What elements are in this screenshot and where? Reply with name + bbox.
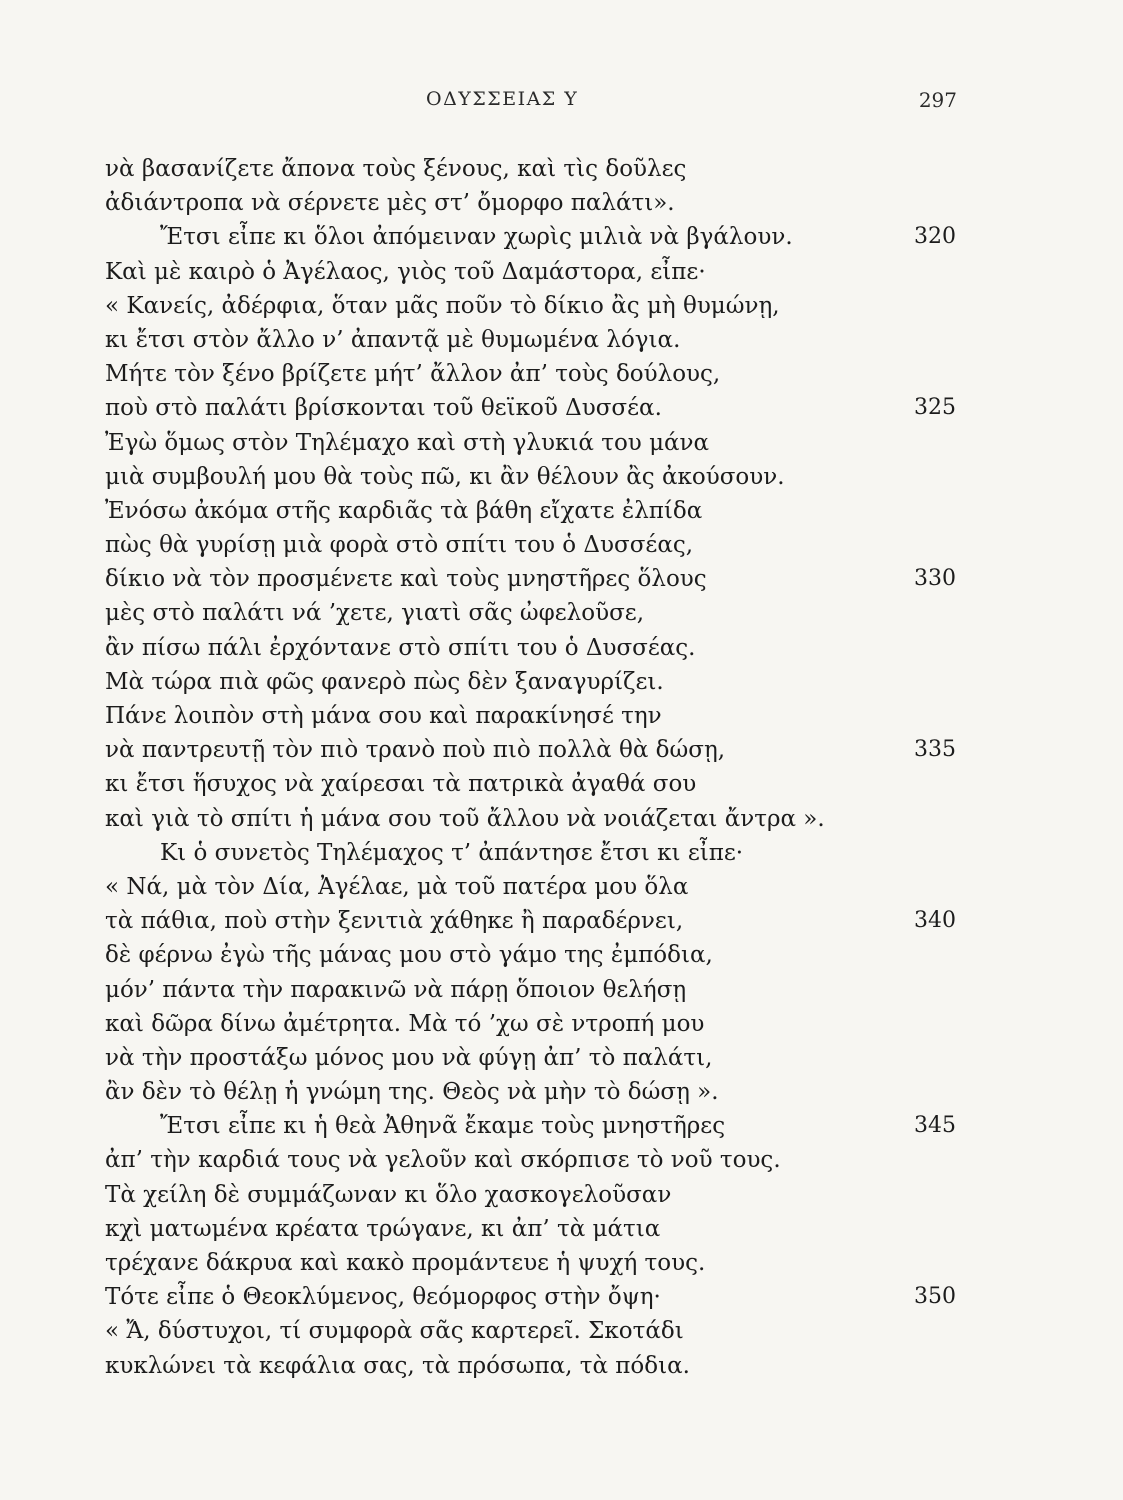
verse-text: ποὺ στὸ παλάτι βρίσκονται τοῦ θεϊκοῦ Δυσσέα.	[105, 395, 662, 422]
verse-text: Μὰ τώρα πιὰ φῶς φανερὸ πὼς δὲν ξαναγυρίζει.	[105, 668, 664, 695]
verse-text: ἂν πίσω πάλι ἐρχόντανε στὸ σπίτι του ὁ Δυσσέας.	[105, 634, 696, 661]
verse-text: ἂν δὲν τὸ θέλῃ ἡ γνώμη της. Θεὸς νὰ μὴν τὸ δώσῃ ».	[105, 1079, 719, 1106]
verse-line	[0, 494, 1123, 528]
verse-text: ἀδιάντροπα νὰ σέρνετε μὲς στ’ ὄμορφο παλάτι».	[105, 190, 675, 217]
verse-text: ἀπ’ τὴν καρδιά τους νὰ γελοῦν καὶ σκόρπισε τὸ νοῦ τους.	[105, 1147, 781, 1174]
running-title: ΟΔΥΣΣΕΙΑΣ Υ	[426, 88, 579, 110]
verse-line	[0, 1041, 1123, 1075]
verse-text: Τὰ χείλη δὲ συμμάζωναν κι ὅλο χασκογελοῦσαν	[105, 1181, 672, 1208]
verse-text: καὶ δῶρα δίνω ἀμέτρητα. Μὰ τό ’χω σὲ ντροπή μου	[105, 1010, 705, 1037]
verse-line	[0, 152, 1123, 186]
verse-text: Πάνε λοιπὸν στὴ μάνα σου καὶ παρακίνησέ την	[105, 703, 662, 729]
verse-text: τρέχανε δάκρυα καὶ κακὸ προμάντευε ἡ ψυχή τους.	[105, 1250, 706, 1276]
verse-text: μιὰ συμβουλή μου θὰ τοὺς πῶ, κι ἂν θέλουν ἂς ἀκούσουν.	[105, 463, 785, 490]
verse-text: μὲς στὸ παλάτι νά ’χετε, γιατὶ σᾶς ὠφελοῦσε,	[105, 600, 645, 627]
verse-line	[0, 220, 1123, 254]
verse-text: Ἐγὼ ὅμως στὸν Τηλέμαχο καὶ στὴ γλυκιά του μάνα	[105, 429, 710, 456]
verse-line	[0, 973, 1123, 1007]
verse-line	[0, 870, 1123, 904]
verse-line	[0, 528, 1123, 562]
verse-text: δὲ φέρνω ἐγὼ τῆς μάνας μου στὸ γάμο της ἐμπόδια,	[105, 942, 713, 969]
verse-line	[0, 1143, 1123, 1177]
verse-text: κι ἔτσι στὸν ἄλλο ν’ ἀπαντᾷ μὲ θυμωμένα λόγια.	[105, 326, 681, 353]
line-number: 330	[914, 566, 956, 592]
verse-line	[0, 357, 1123, 391]
verse-text: « Νά, μὰ τὸν Δία, Ἀγέλαε, μὰ τοῦ πατέρα μου ὅλα	[105, 873, 689, 900]
verse-line	[0, 562, 1123, 596]
line-number: 325	[914, 395, 956, 421]
verse-text: κχὶ ματωμένα κρέατα τρώγανε, κι ἀπ’ τὰ μάτια	[105, 1215, 661, 1242]
verse-line	[0, 255, 1123, 289]
verse-line	[0, 1007, 1123, 1041]
verse-text: δίκιο νὰ τὸν προσμένετε καὶ τοὺς μνηστῆρες ὅλους	[105, 566, 707, 593]
page-header	[0, 88, 1123, 114]
verse-text: Ἐνόσω ἀκόμα στῆς καρδιᾶς τὰ βάθη εἴχατε ἐλπίδα	[105, 497, 703, 524]
verse-text: τὰ πάθια, ποὺ στὴν ξενιτιὰ χάθηκε ἢ παραδέρνει,	[105, 908, 684, 935]
verse-line	[0, 767, 1123, 801]
verse-text: νὰ βασανίζετε ἄπονα τοὺς ξένους, καὶ τὶς δοῦλες	[105, 156, 687, 182]
verse-text: Μήτε τὸν ξένο βρίζετε μήτ’ ἄλλον ἀπ’ τοὺς δούλους,	[105, 361, 721, 388]
verse-line	[0, 904, 1123, 938]
verse-line	[0, 836, 1123, 870]
verse-line	[0, 391, 1123, 425]
verse-line	[0, 1075, 1123, 1109]
page-number: 297	[918, 88, 957, 112]
verse-text: κυκλώνει τὰ κεφάλια σας, τὰ πρόσωπα, τὰ πόδια.	[105, 1352, 690, 1379]
verse-line	[0, 665, 1123, 699]
verse-text: Κι ὁ συνετὸς Τηλέμαχος τ’ ἀπάντησε ἔτσι κι εἶπε·	[160, 839, 744, 866]
line-number: 340	[914, 908, 956, 934]
verse-line	[0, 1314, 1123, 1348]
verse-text: Ἔτσι εἶπε κι ὅλοι ἀπόμειναν χωρὶς μιλιὰ νὰ βγάλουν.	[160, 224, 793, 251]
verse-text: Καὶ μὲ καιρὸ ὁ Ἀγέλαος, γιὸς τοῦ Δαμάστορα, εἶπε·	[105, 258, 706, 285]
verse-line	[0, 802, 1123, 836]
verse-line	[0, 1246, 1123, 1280]
verse-text: Ἔτσι εἶπε κι ἡ θεὰ Ἀθηνᾶ ἔκαμε τοὺς μνηστῆρες	[160, 1113, 726, 1140]
verse-line	[0, 733, 1123, 767]
verse-line	[0, 1349, 1123, 1383]
verse-line	[0, 1212, 1123, 1246]
line-number: 320	[914, 224, 956, 250]
verse-line	[0, 938, 1123, 972]
verse-line	[0, 426, 1123, 460]
verse-text: « Ἄ, δύστυχοι, τί συμφορὰ σᾶς καρτερεῖ. Σκοτάδι	[105, 1318, 684, 1345]
verse-text: μόν’ πάντα τὴν παρακινῶ νὰ πάρῃ ὅποιον θελήσῃ	[105, 976, 687, 1003]
verse-text: κι ἔτσι ἥσυχος νὰ χαίρεσαι τὰ πατρικὰ ἀγαθά σου	[105, 771, 697, 798]
verse-text: πὼς θὰ γυρίσῃ μιὰ φορὰ στὸ σπίτι του ὁ Δυσσέας,	[105, 532, 694, 559]
verse-line	[0, 1178, 1123, 1212]
line-number: 350	[914, 1284, 956, 1310]
verse-text: καὶ γιὰ τὸ σπίτι ἡ μάνα σου τοῦ ἄλλου νὰ νοιάζεται ἄντρα ».	[105, 805, 825, 832]
verse-line	[0, 460, 1123, 494]
line-number: 335	[914, 737, 956, 763]
verse-line	[0, 631, 1123, 665]
verse-line	[0, 323, 1123, 357]
verse-line	[0, 1280, 1123, 1314]
line-number: 345	[914, 1113, 956, 1139]
poem-text	[0, 152, 1123, 1383]
verse-text: νὰ τὴν προστάξω μόνος μου νὰ φύγῃ ἀπ’ τὸ παλάτι,	[105, 1044, 713, 1071]
verse-line	[0, 289, 1123, 323]
verse-text: Τότε εἶπε ὁ Θεοκλύμενος, θεόμορφος στὴν ὄψη·	[105, 1284, 661, 1311]
verse-line	[0, 1109, 1123, 1143]
verse-text: « Κανείς, ἀδέρφια, ὅταν μᾶς ποῦν τὸ δίκιο ἂς μὴ θυμώνῃ,	[105, 292, 780, 319]
verse-line	[0, 186, 1123, 220]
verse-text: νὰ παντρευτῇ τὸν πιὸ τρανὸ ποὺ πιὸ πολλὰ θὰ δώσῃ,	[105, 737, 726, 764]
verse-line	[0, 699, 1123, 733]
verse-line	[0, 596, 1123, 630]
